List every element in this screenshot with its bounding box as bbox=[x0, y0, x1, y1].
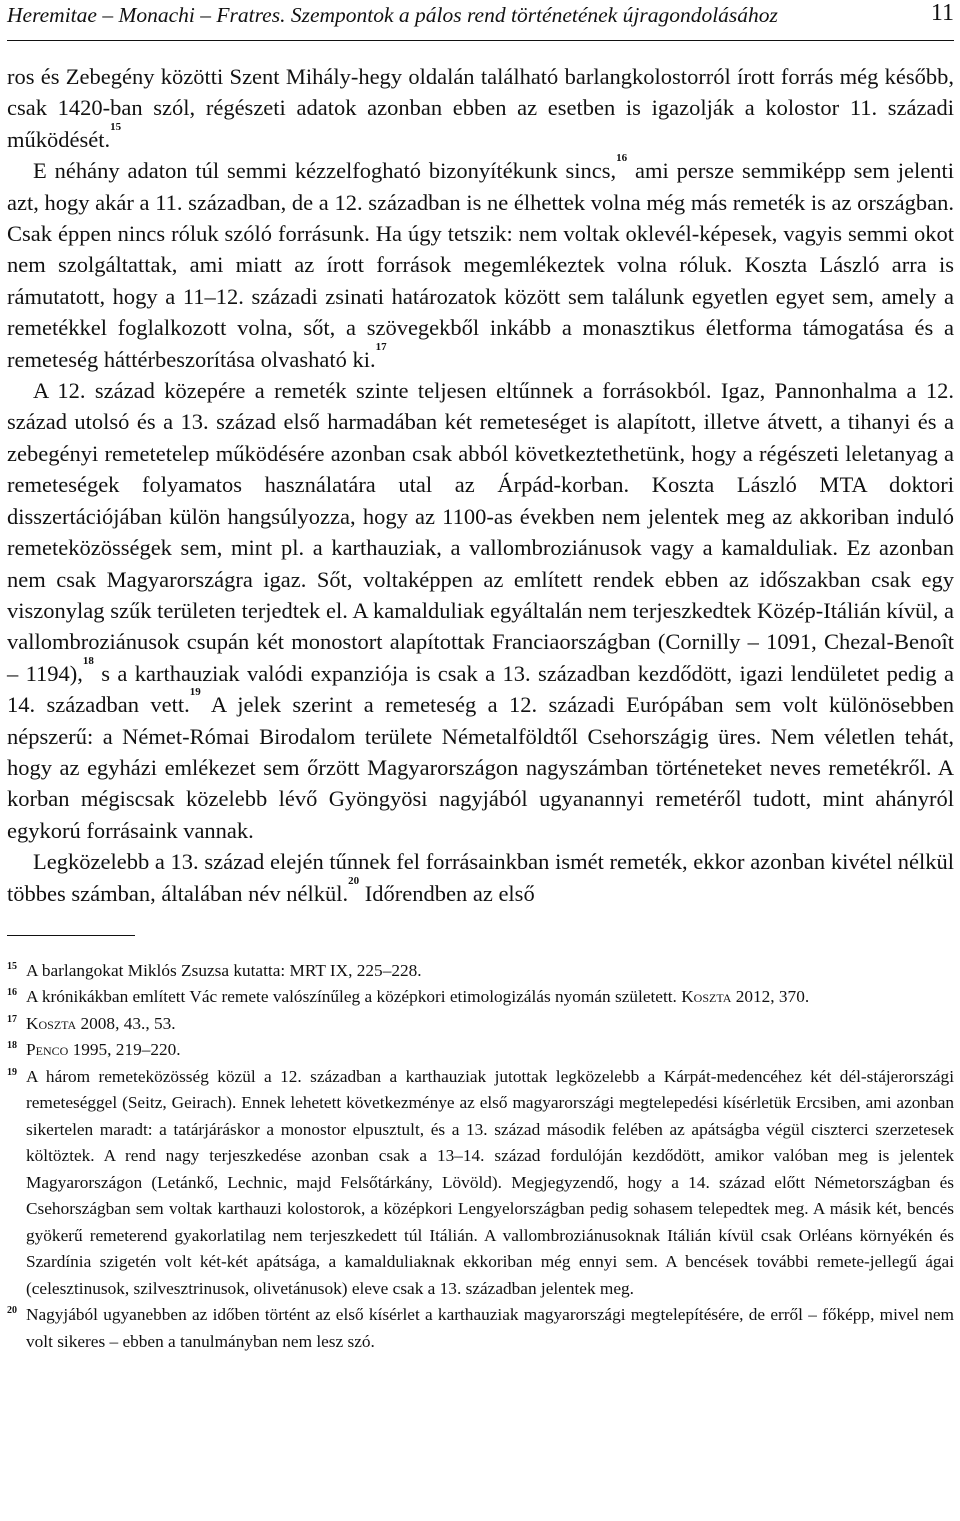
footnote-15: 15 A barlangokat Miklós Zsuzsa kutatta: MRT IX, 225–228. bbox=[7, 958, 954, 985]
footnotes bbox=[7, 958, 954, 1356]
paragraph-3: A 12. század közepére a remeték szinte teljesen eltűnnek a forrásokból. Igaz, Pannonhalma a 12. század utolsó és a 13. század első harmadában két remeteséget is alapított, illetve átvett, a tihanyi és a zebegényi remetetelep működésére azonban csak abból következtethetünk, hogy a régészeti leletanyag a remeteségek folyamatos használatára utal az Árpád-korban. Koszta László MTA doktori disszertációjában külön hangsúlyozza, hogy az 1100-as években nem jelentek meg az akkoriban induló remeteközösségek sem, mint pl. a karthauziak, a vallombroziánusok vagy a kamalduliak. Ez azonban nem csak Magyarországra igaz. Sőt, voltaképpen az említett rendek ebben az időszakban csak egy viszonylag szűk területen terjedtek el. A kamalduliak egyáltalán nem terjeszkedtek Közép-Itálián kívül, a vallombroziánusok csupán két monostort alapítottak Franciaországban (Cornilly – 1091, Chezal-Benoît – 1194),$^{18}$ s a karthauziak valódi expanziója is csak a 13. században kezdődött, igazi lendületet pedig a 14. században vett.$^{19}$ A jelek szerint a remeteség a 12. századi Európában sem volt különösebben népszerű: a Német-Római Birodalom területe Németalföldtől Csehországig üres. Nem véletlen tehát, hogy az egyházi emlékezet sem őrzött Magyarországon nagyszámban történeteket neves remetékről. A korban mégiscsak közelebb lévő Gyöngyösi nagyjából ugyanannyi remetéről tudott, mint ahányról egykorú forrásaink vannak. bbox=[7, 378, 954, 843]
footnote-ref-20[interactable]: 20 bbox=[348, 874, 360, 887]
footnote-ref-15[interactable]: 15 bbox=[110, 120, 122, 133]
footnote-ref-17[interactable]: 17 bbox=[375, 340, 387, 353]
footnote-number: 18 bbox=[7, 1040, 17, 1052]
footnote-number: 20 bbox=[7, 1305, 17, 1317]
footnote-20: 20 Nagyjából ugyanebben az időben történt az első kísérlet a karthauziak magyarországi megtelepítésére, de erről – főképp, mivel nem volt sikeres – ebben a tanulmányban nem lesz szó. bbox=[7, 1302, 954, 1355]
footnote-18: 18 Penco 1995, 219–220. bbox=[7, 1037, 954, 1064]
running-title: Heremitae – Monachi – Fratres. Szempontok a pálos rend történetének újragondolásához bbox=[7, 3, 778, 27]
document-page bbox=[7, 0, 954, 1355]
footnote-number: 19 bbox=[7, 1066, 17, 1078]
paragraph-1: ros és Zebegény közötti Szent Mihály-hegy oldalán található barlangkolostorról írott forrás még később, csak 1420-ban szól, régészeti adatok azonban ebben az esetben is igazolják a kolostor 11. századi működését.$^{15}$ bbox=[7, 64, 954, 152]
author-name: Koszta bbox=[681, 987, 732, 1007]
author-name: Penco bbox=[26, 1040, 69, 1060]
footnote-ref-18[interactable]: 18 bbox=[82, 654, 94, 667]
footnote-number: 15 bbox=[7, 960, 17, 972]
footnote-19: 19 A három remeteközösség közül a 12. században a karthauziak jutottak legközelebb a Kárpát-medencéhez két dél-stájerországi remeteséggel (Seitz, Geirach). Ennek lehetett következménye az első magyarországi megtelepedési kísérletük Ercsiben, ami azonban sikertelen maradt: a tatárjáráskor a monostor elpusztult, és a 13. század második felében az apátságba végül ciszterci szerzetesek költöztek. A rend nagy terjeszkedése azonban csak a 13–14. század fordulóján kezdődött, amikor valóban meg is jelentek Magyarországon (Letánkő, Lechnic, majd Felsőtárkány, Lövöld). Megjegyzendő, hogy a 14. század előtt Németországban és Csehországban sem voltak karthauzi kolostorok, a középkori Lengyelországban pedig sohasem telepedtek meg. A másik két, bencés gyökerű remeterend gyakorlatilag nem terjeszkedett túl Itálián. A vallombroziánusoknak Itálián kívül csak Orléans környékén és Szardínia szigetén volt két-két apátsága, a kamalduliaknak ekkoriban még ennyi sem. A bencések további remete-jellegű ágai (celesztinusok, szilvesztrinusok, olivetánusok) eleve csak a 13. században jelentek meg. bbox=[7, 1064, 954, 1303]
paragraph-4: Legközelebb a 13. század elején tűnnek fel forrásainkban ismét remeték, ekkor azonban kivétel nélkül többes számban, általában név nélkül.$^{20}$ Időrendben az első bbox=[7, 849, 954, 906]
page-number: 11 bbox=[930, 0, 954, 26]
footnote-17: 17 Koszta 2008, 43., 53. bbox=[7, 1011, 954, 1038]
footnote-16: 16 A krónikákban említett Vác remete valószínűleg a középkori etimologizálás nyomán született. Koszta 2012, 370. bbox=[7, 984, 954, 1011]
paragraph-2: E néhány adaton túl semmi kézzelfogható bizonyítékunk sincs,$^{16}$ ami persze semmiképp sem jelenti azt, hogy akár a 11. században, de a 12. században is ne élhettek volna még más remeték is az országban. Csak éppen nincs róluk szóló forrásunk. Ha úgy tetszik: nem voltak oklevél-képesek, vagyis semmi okot nem szolgáltattak, ami miatt az írott források megemlékeztek volna róluk. Koszta László arra is rámutatott, hogy a 11–12. századi zsinati határozatok között sem találunk egyetlen egyet sem, amely a remetékkel foglalkozott volna, sőt, a szövegekből inkább a monasztikus életforma támogatása és a remeteség háttérbeszorítása olvasható ki.$^{17}$ bbox=[7, 152, 954, 372]
footnote-number: 17 bbox=[7, 1013, 17, 1025]
footnote-ref-19[interactable]: 19 bbox=[189, 686, 201, 699]
author-name: Koszta bbox=[26, 1013, 77, 1033]
main-text bbox=[7, 61, 954, 909]
running-header bbox=[7, 0, 954, 41]
footnote-separator bbox=[7, 935, 135, 936]
footnote-ref-16[interactable]: 16 bbox=[616, 152, 628, 165]
footnote-number: 16 bbox=[7, 987, 17, 999]
